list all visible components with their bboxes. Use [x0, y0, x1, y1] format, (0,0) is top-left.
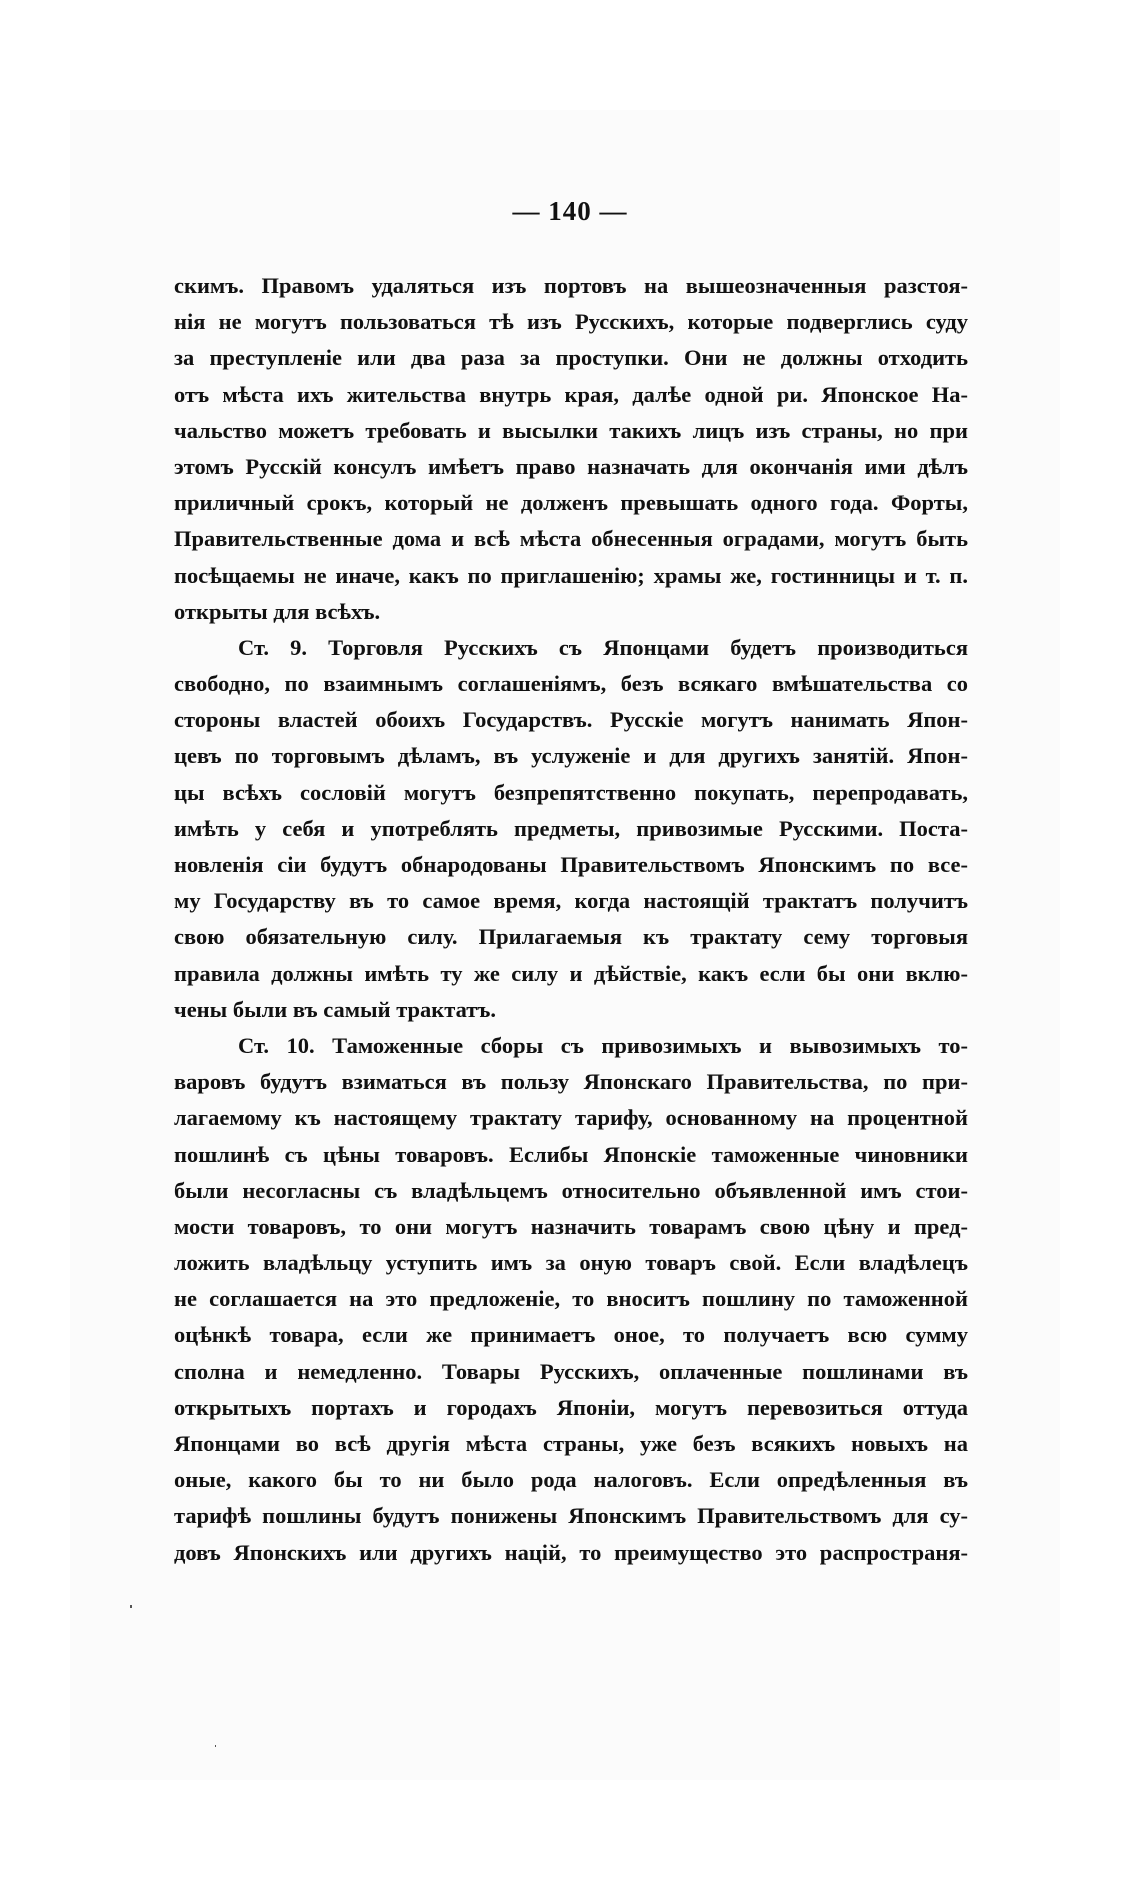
page-number: — 140 —	[512, 196, 628, 226]
paragraph-article-9	[174, 630, 968, 1028]
text-line: не соглашается на это предложеніе, то вноситъ пошлину по таможенной	[174, 1286, 968, 1312]
paragraph-article-10	[174, 1028, 968, 1571]
text-line: правила должны имѣть ту же силу и дѣйствіе, какъ если бы они вклю-	[174, 960, 968, 986]
text-line: открыты для всѣхъ.	[174, 598, 381, 624]
text-line: тарифѣ пошлины будутъ понижены Японскимъ Правительствомъ для су-	[174, 1503, 968, 1529]
text-line: за преступленіе или два раза за проступки. Они не должны отходить	[174, 345, 968, 371]
text-line: Правительственные дома и всѣ мѣста обнесенныя оградами, могутъ быть	[174, 526, 968, 552]
text-line: мости товаровъ, то они могутъ назначить товарамъ свою цѣну и пред-	[174, 1213, 968, 1239]
text-line: новленія сіи будутъ обнародованы Правительствомъ Японскимъ по все-	[174, 852, 968, 877]
text-line: свободно, по взаимнымъ соглашеніямъ, безъ всякаго вмѣшательства со	[174, 671, 968, 697]
text-line: свою обязательную силу. Прилагаемыя къ трактату сему торговыя	[174, 924, 968, 950]
text-line: лагаемому къ настоящему трактату тарифу, основанному на процентной	[174, 1105, 968, 1131]
text-line: этомъ Русскій консулъ имѣетъ право назначать для окончанія ими дѣлъ	[174, 453, 968, 479]
text-line: имѣть у себя и употреблять предметы, привозимые Русскими. Поста-	[174, 815, 968, 841]
text-line: посѣщаемы не иначе, какъ по приглашенію; храмы же, гостинницы и т. п.	[174, 562, 968, 588]
text-line: чальство можетъ требовать и высылки такихъ лицъ изъ страны, но при	[174, 417, 968, 443]
text-line: пошлинѣ съ цѣны товаровъ. Еслибы Японскіе таможенные чиновники	[174, 1141, 968, 1167]
paragraph-1	[174, 268, 968, 630]
body-text	[174, 268, 968, 1571]
text-line: Ст. 10. Таможенные сборы съ привозимыхъ и вывозимыхъ то-	[238, 1032, 968, 1058]
text-line: варовъ будутъ взиматься въ пользу Японскаго Правительства, по при-	[174, 1069, 968, 1095]
text-line: отъ мѣста ихъ жительства внутрь края, далѣе одной ри. Японское На-	[174, 381, 968, 407]
text-line: довъ Японскихъ или другихъ націй, то преимущество это распространя-	[174, 1539, 968, 1565]
scan-speck	[215, 1745, 216, 1747]
text-line: Японцами во всѣ другія мѣста страны, уже безъ всякихъ новыхъ на	[174, 1431, 968, 1456]
text-line: стороны властей обоихъ Государствъ. Русскіе могутъ нанимать Япон-	[174, 707, 968, 733]
text-line: цы всѣхъ сословій могутъ безпрепятственно покупать, перепродавать,	[174, 779, 968, 805]
text-line: сполна и немедленно. Товары Русскихъ, оплаченные пошлинами въ	[174, 1358, 968, 1384]
text-line: му Государству въ то самое время, когда настоящій трактатъ получитъ	[174, 888, 968, 914]
text-line: нія не могутъ пользоваться тѣ изъ Русскихъ, которые подверглись суду	[174, 309, 968, 335]
text-line: были несогласны съ владѣльцемъ относительно объявленной имъ стои-	[174, 1177, 968, 1203]
text-line: открытыхъ портахъ и городахъ Японіи, могутъ перевозиться оттуда	[174, 1394, 968, 1420]
text-line: скимъ. Правомъ удаляться изъ портовъ на вышеозначенныя разстоя-	[174, 273, 968, 298]
text-line: приличный срокъ, который не долженъ превышать одного года. Форты,	[174, 490, 968, 516]
text-line: ложить владѣльцу уступить имъ за оную товаръ свой. Если владѣлецъ	[174, 1250, 968, 1276]
text-line: оцѣнкѣ товара, если же принимаетъ оное, то получаетъ всю сумму	[174, 1322, 968, 1348]
text-line: чены были въ самый трактатъ.	[174, 996, 497, 1022]
text-line: Ст. 9. Торговля Русскихъ съ Японцами будетъ производиться	[238, 634, 968, 660]
text-line: цевъ по торговымъ дѣламъ, въ услуженіе и для другихъ занятій. Япон-	[174, 743, 968, 769]
scan-speck	[130, 1605, 132, 1608]
text-line: оные, какого бы то ни было рода налоговъ. Если опредѣленныя въ	[174, 1467, 968, 1493]
